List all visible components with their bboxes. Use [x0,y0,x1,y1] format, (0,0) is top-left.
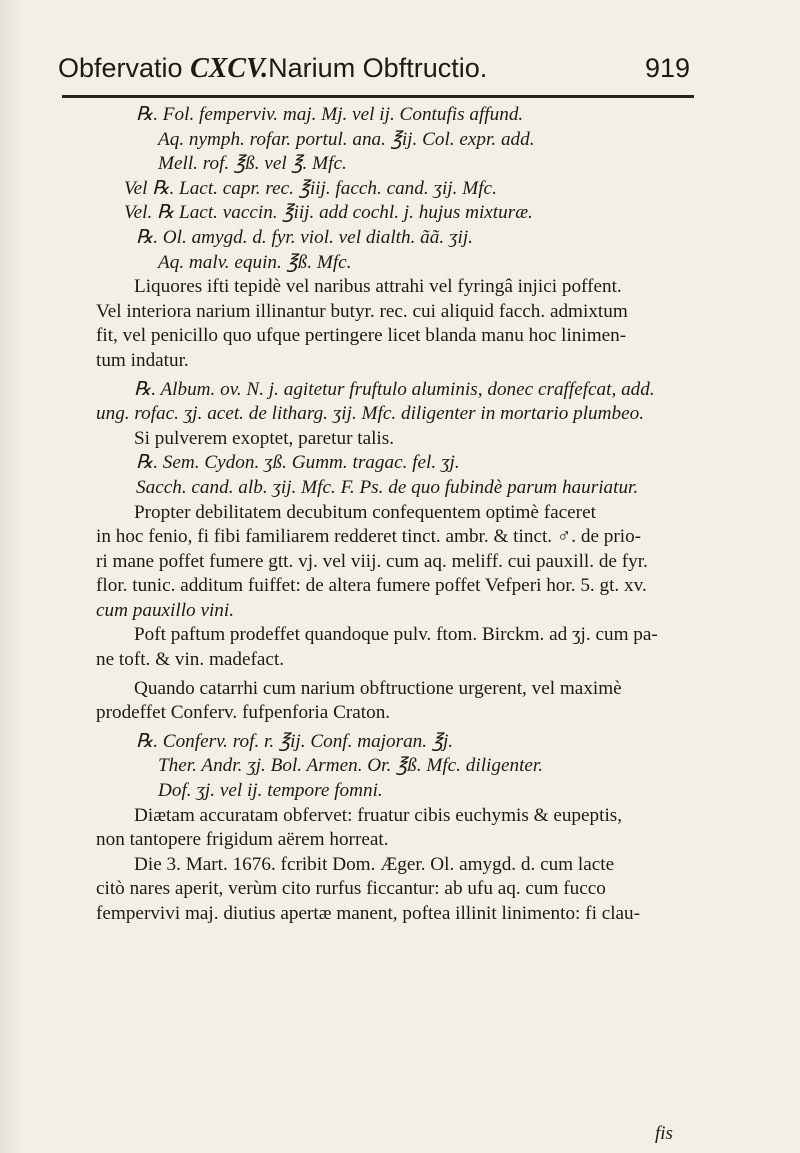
text-line: Ther. Andr. ʒj. Bol. Armen. Or. ℥ß. Mfc. diligenter. [158,755,544,777]
text-line: Quando catarrhi cum narium obftructione urgerent, vel maximè [134,677,622,699]
text-line: in hoc fenio, fi fibi familiarem redderet tinct. ambr. & tinct. ♂. de prio- [96,526,642,548]
text-line: Dof. ʒj. vel ij. tempore fomni. [158,780,383,802]
text-line: Vel. ℞ Lact. vaccin. ℥iij. add cochl. j. hujus mixturæ. [124,202,533,224]
text-line: Vel ℞. Lact. capr. rec. ℥iij. facch. cand. ʒij. Mfc. [124,177,497,199]
text-line: fit, vel penicillo quo ufque pertingere licet blanda manu hoc linimen- [96,325,627,347]
text-line: Liquores ifti tepidè vel naribus attrahi vel fyringâ injici poffent. [134,276,622,298]
text-line: Mell. rof. ℥ß. vel ℥. Mfc. [158,153,347,175]
header-chapter: CXCV. [190,53,269,84]
text-line: cum pauxillo vini. [96,599,235,621]
page-body [96,103,696,927]
running-header [58,48,690,89]
text-line: Vel interiora narium illinantur butyr. rec. cui aliquid facch. admixtum [96,300,628,322]
text-line: Propter debilitatem decubitum confequentem optimè faceret [134,501,596,523]
text-line: Aq. malv. equin. ℥ß. Mfc. [158,251,352,273]
text-line: Sacch. cand. alb. ʒij. Mfc. F. Ps. de quo fubindè parum hauriatur. [136,476,639,498]
text-line: ri mane poffet fumere gtt. vj. vel viij. cum aq. meliff. cui pauxill. de fyr. [96,550,648,572]
text-line: non tantopere frigidum aërem horreat. [96,829,389,851]
text-line: tum indatur. [96,349,189,371]
page-edge-shadow [0,0,26,1153]
text-line: ℞. Album. ov. N. j. agitetur fruftulo aluminis, donec craffefcat, add. [134,378,655,400]
text-line: ℞. Conferv. rof. r. ℥ij. Conf. majoran. ℥j. [136,730,454,752]
text-line: citò nares aperit, verùm cito rurfus ficcantur: ab ufu aq. cum fucco [96,878,606,900]
text-line: fempervivi maj. diutius apertæ manent, poftea illinit linimento: fi clau- [96,903,641,924]
header-obfervatio: Obfervatio [58,53,183,83]
text-line: Die 3. Mart. 1676. fcribit Dom. Æger. Ol. amygd. d. cum lacte [134,853,615,875]
catchword: fis [655,1123,673,1144]
text-line: ℞. Fol. femperviv. maj. Mj. vel ij. Contufis affund. [136,104,524,125]
text-line: ℞. Ol. amygd. d. fyr. viol. vel dialth. ãã. ʒij. [136,226,473,248]
header-rule [62,95,694,98]
header-title: Narium Obftructio. [268,53,488,83]
text-line: Aq. nymph. rofar. portul. ana. ℥ij. Col. expr. add. [158,128,535,150]
page-number: 919 [644,53,690,83]
text-line: Poft paftum prodeffet quandoque pulv. ftom. Birckm. ad ʒj. cum pa- [134,624,658,646]
text-line: ung. rofac. ʒj. acet. de litharg. ʒij. Mfc. diligenter in mortario plumbeo. [96,403,645,425]
text-line: Si pulverem exoptet, paretur talis. [134,427,395,449]
text-line: ne toft. & vin. madefact. [96,649,285,671]
text-line: Diætam accuratam obfervet: fruatur cibis euchymis & eupeptis, [134,804,623,826]
text-line: ℞. Sem. Cydon. ʒß. Gumm. tragac. fel. ʒj. [136,452,460,474]
text-line: flor. tunic. additum fuiffet: de altera fumere poffet Vefperi hor. 5. gt. xv. [96,575,647,597]
text-line: prodeffet Conferv. fufpenforia Craton. [96,702,391,724]
